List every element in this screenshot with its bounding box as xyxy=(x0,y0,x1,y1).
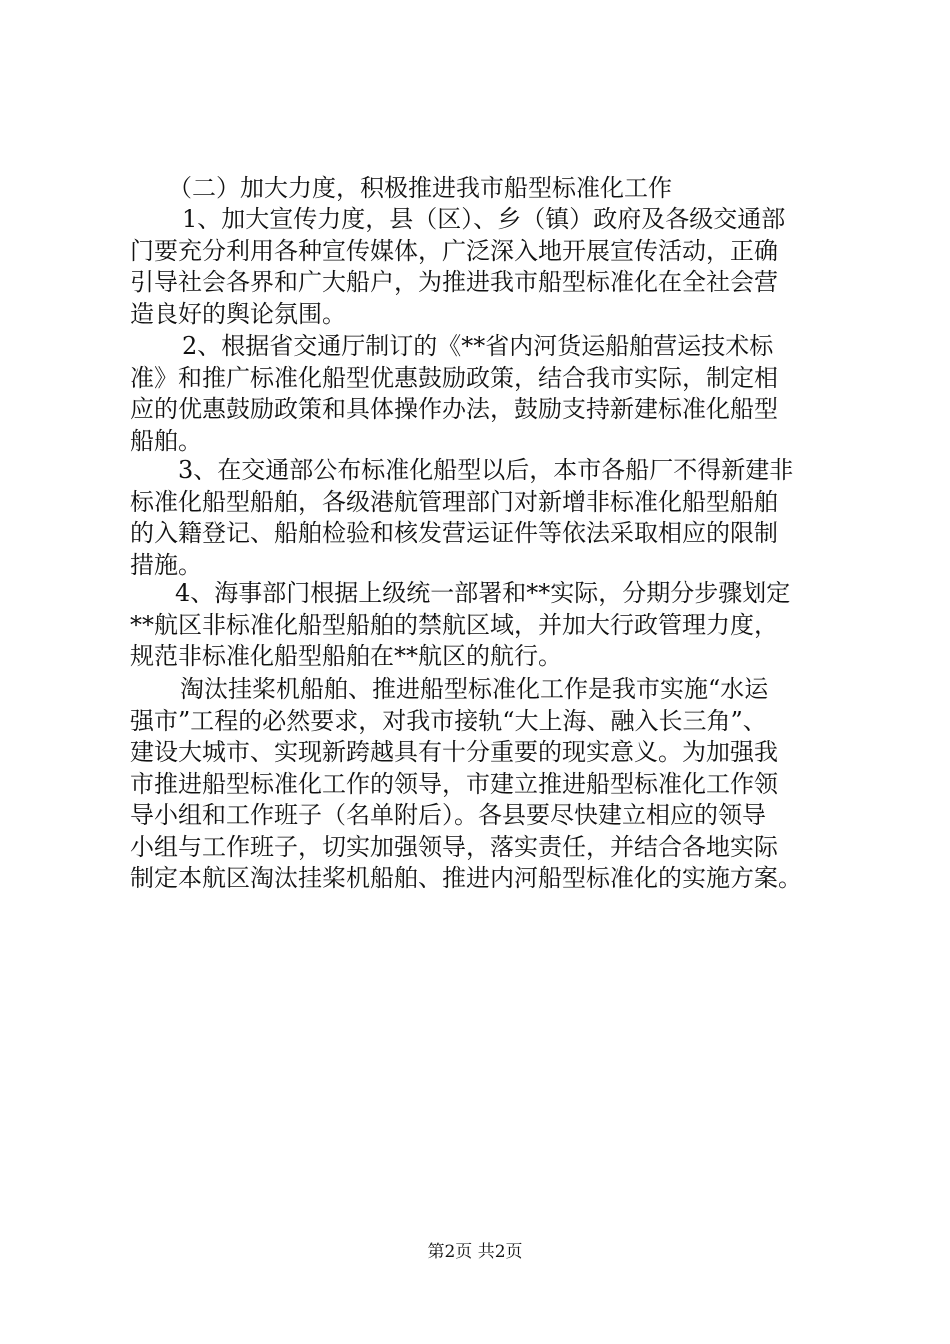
paragraph-4 xyxy=(0,578,791,673)
paragraph-line: 规范非标准化船型船舶在**航区的航行。 xyxy=(130,642,562,670)
paragraph-line: 3、在交通部公布标准化船型以后，本市各船厂不得新建非 xyxy=(178,456,794,484)
section-heading: （二）加大力度，积极推进我市船型标准化工作 xyxy=(168,174,672,202)
paragraph-line: 准》和推广标准化船型优惠鼓励政策，结合我市实际，制定相 xyxy=(130,363,778,392)
paragraph-line: 小组与工作班子，切实加强领导，落实责任，并结合各地实际 xyxy=(130,832,778,861)
paragraph-line: 2、根据省交通厅制订的《**省内河货运船舶营运技术标 xyxy=(182,332,774,360)
paragraph-line: 4、海事部门根据上级统一部署和**实际，分期分步骤划定 xyxy=(175,579,791,607)
paragraph-line: **航区非标准化船型船舶的禁航区域，并加大行政管理力度， xyxy=(130,610,778,639)
page-footer: 第2页 共2页 xyxy=(427,1242,523,1262)
paragraph-line: 标准化船型船舶，各级港航管理部门对新增非标准化船型船舶 xyxy=(130,487,778,516)
paragraph-line: 造良好的舆论氛围。 xyxy=(130,299,346,328)
paragraph-line: 措施。 xyxy=(130,550,202,579)
paragraph-line: 船舶。 xyxy=(130,426,202,455)
paragraph-line: 门要充分利用各种宣传媒体，广泛深入地开展宣传活动，正确 xyxy=(130,236,778,265)
paragraph-5 xyxy=(0,674,802,895)
paragraph-3 xyxy=(0,455,794,581)
paragraph-line: 市推进船型标准化工作的领导，市建立推进船型标准化工作领 xyxy=(130,769,778,798)
paragraph-2 xyxy=(0,331,778,457)
paragraph-line: 淘汰挂桨机船舶、推进船型标准化工作是我市实施“水运 xyxy=(180,675,769,703)
paragraph-line: 的入籍登记、船舶检验和核发营运证件等依法采取相应的限制 xyxy=(130,519,778,547)
paragraph-line: 导小组和工作班子（名单附后）。各县要尽快建立相应的领导 xyxy=(130,801,766,829)
paragraph-line: 应的优惠鼓励政策和具体操作办法，鼓励支持新建标准化船型 xyxy=(130,395,778,423)
paragraph-line: 1、加大宣传力度，县（区）、乡（镇）政府及各级交通部 xyxy=(182,205,786,233)
paragraph-1 xyxy=(0,204,786,330)
paragraph-line: 制定本航区淘汰挂桨机船舶、推进内河船型标准化的实施方案。 xyxy=(130,864,802,892)
paragraph-line: 强市”工程的必然要求，对我市接轨“大上海、融入长三角”、 xyxy=(130,706,767,735)
paragraph-line: 引导社会各界和广大船户，为推进我市船型标准化在全社会营 xyxy=(130,268,778,296)
paragraph-line: 建设大城市、实现新跨越具有十分重要的现实意义。为加强我 xyxy=(130,738,778,766)
